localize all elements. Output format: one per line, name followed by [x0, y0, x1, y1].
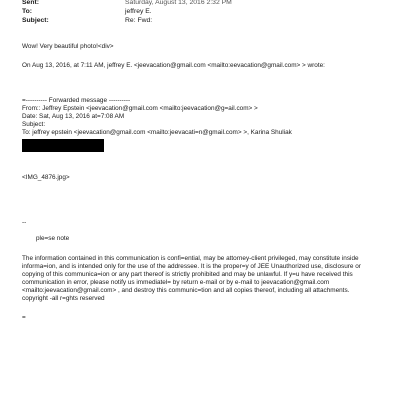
subject-value: Re: Fwd:	[125, 17, 153, 24]
forwarded-from: From:: Jeffrey Epstein <jeevacation@gmail.com <mailto:jeevacation@g=ail.com> >	[22, 105, 258, 112]
trailing-mark: =	[22, 314, 26, 321]
quote-intro: On Aug 13, 2016, at 7:11 AM, jeffrey E. <jeevacation@gmail.com <mailto:eevacation@gmail.com> > wrote:	[22, 62, 325, 69]
subject-label: Subject:	[22, 17, 49, 24]
reply-line: Wow! Very beautiful photo!<div>	[22, 43, 114, 50]
confidentiality-disclaimer: The information contained in this communication is confi=ential, may be attorney-client privileged, may constitute inside informa=ion, and is intended only for the use of the addressee. It is the proper=y of JEE Unauthorized use, disclosure or copying of this communica=ion or any part thereof is strictly prohibited and may be unlawful. If y=u have received this communication in error, please notify us immediatel= by return e-mail or by e-mail to jeevacation@gmail.com <mailto:jeevacation@gmail.com> , and destroy this communic=tion and all copies thereof, including all attachments. copyright -all r=ghts reserved	[22, 255, 361, 302]
to-label: To:	[22, 8, 33, 15]
sent-label: Sent:	[22, 0, 39, 6]
forwarded-date: Date: Sat, Aug 13, 2016 at=7:08 AM	[22, 113, 125, 120]
to-value: jeffrey E.	[125, 8, 152, 15]
signature-note: ple=se note	[36, 235, 70, 242]
attachment-reference: <IMG_4876.jpg>	[22, 174, 70, 181]
sent-value: Saturday, August 13, 2016 2:32 PM	[125, 0, 232, 6]
forwarded-to: To: jeffrey epstein <jeevacation@gmail.com <mailto:jeevacati=n@gmail.com> >, Karina Shuliak	[22, 129, 292, 136]
signature-dashes: --	[22, 219, 27, 226]
forwarded-divider: =---------- Forwarded message ----------	[22, 97, 131, 104]
forwarded-subject: Subject:	[22, 121, 46, 128]
redaction-block	[22, 139, 104, 152]
